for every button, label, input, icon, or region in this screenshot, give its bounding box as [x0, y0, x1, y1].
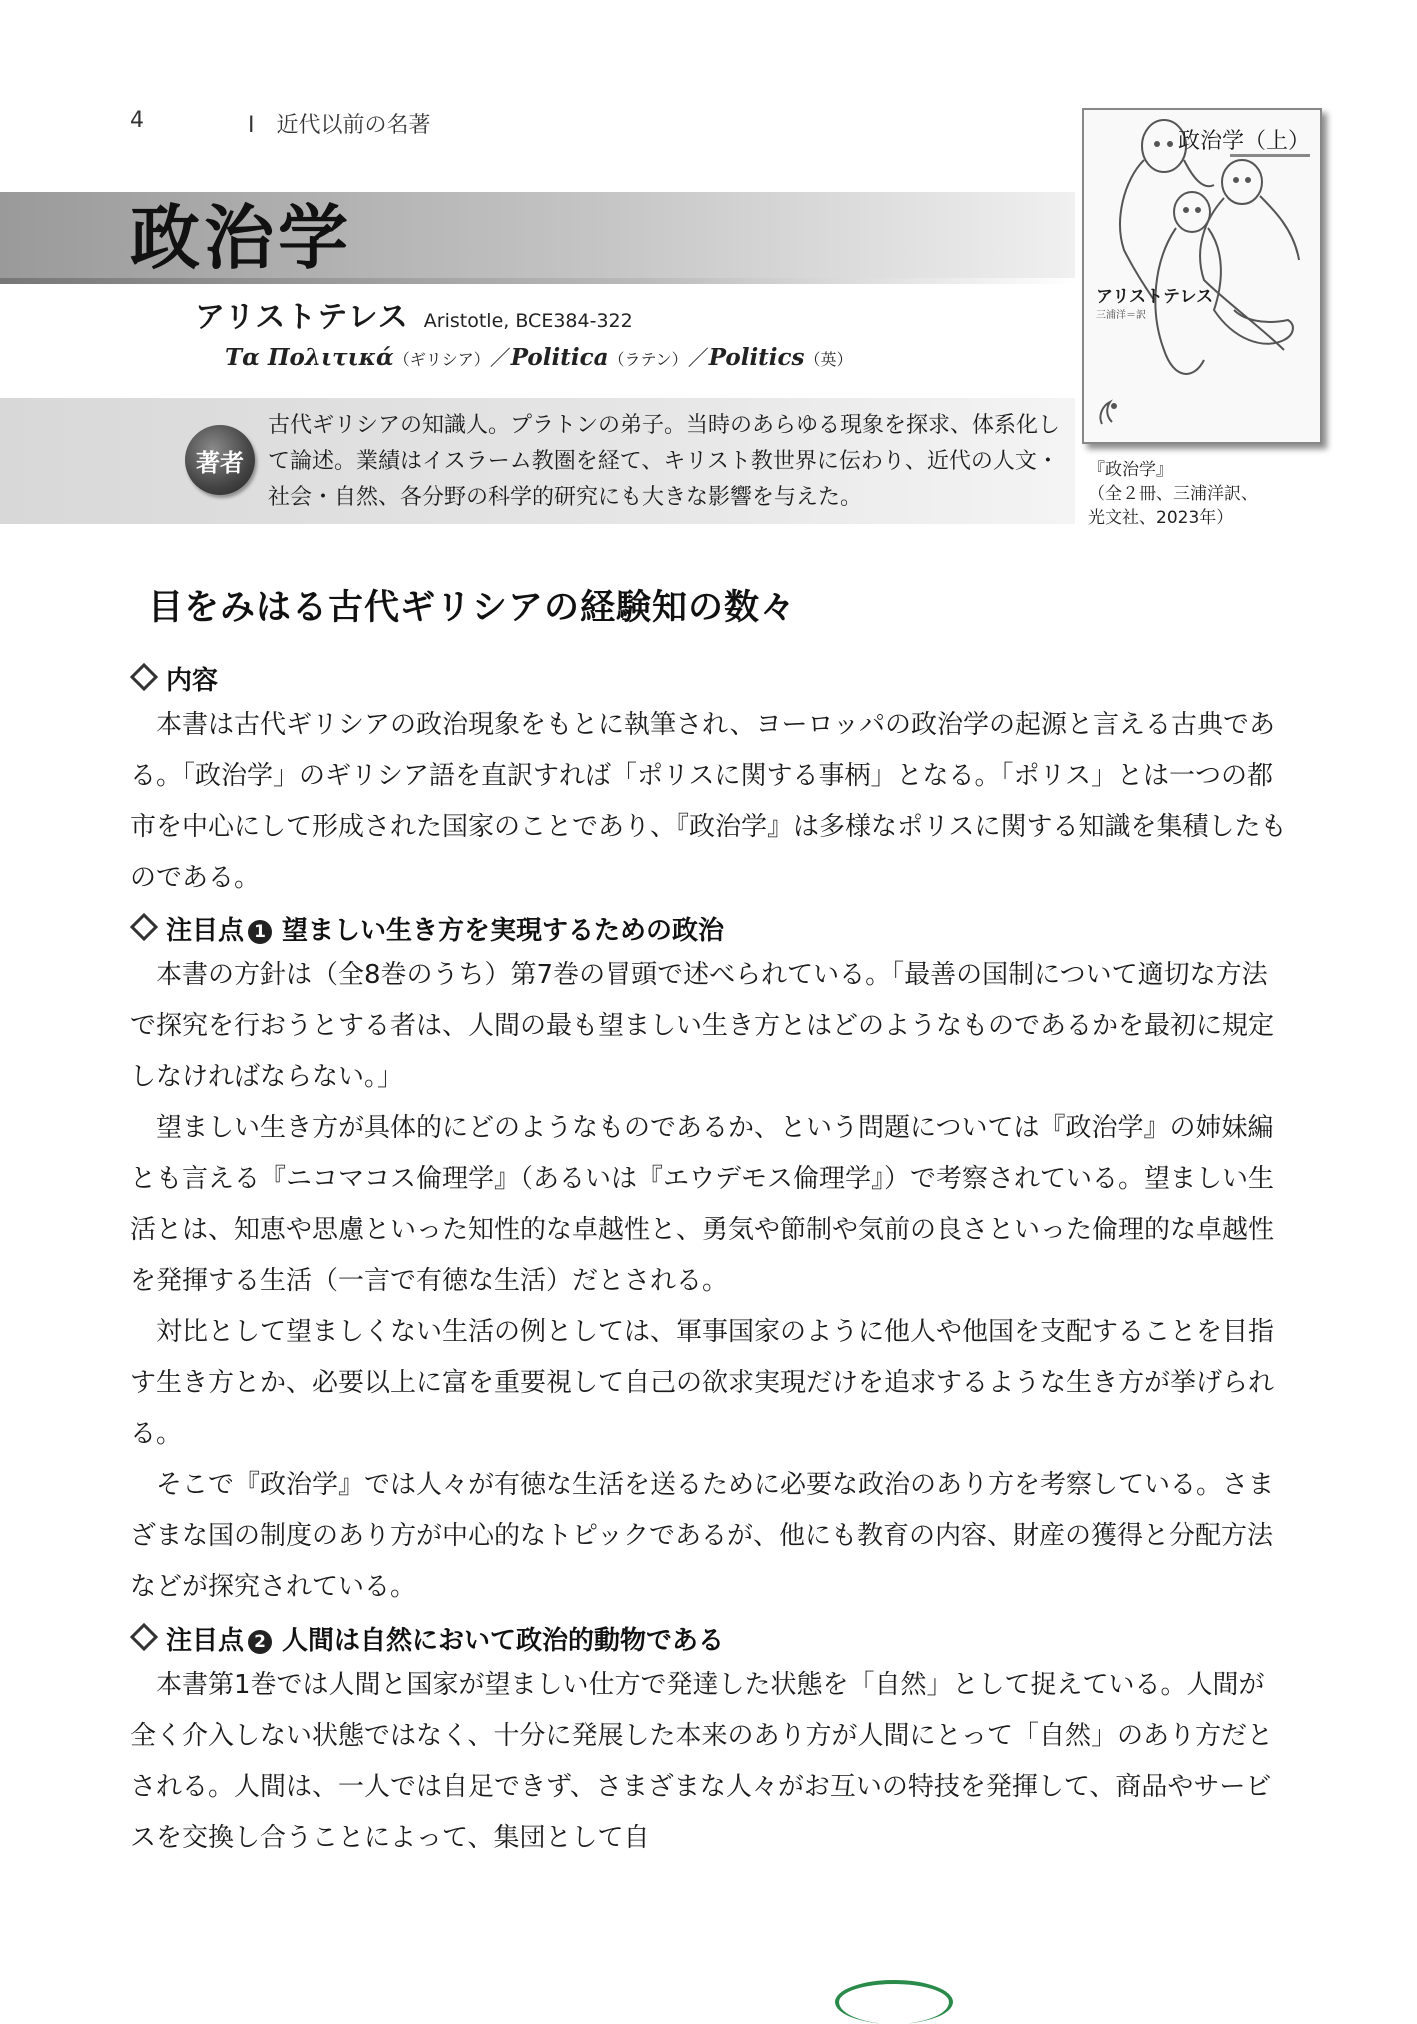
cover-caption-line: 『政治学』: [1088, 460, 1173, 480]
publisher-logo-icon: [1096, 398, 1122, 426]
section-body-point-2: [130, 1660, 1290, 1864]
page-footer-mark: [835, 1980, 953, 2024]
paragraph: そこで『政治学』では人々が有徳な生活を送るために必要な政治のあり方を考察している。さまざまな国の制度のあり方が中心的なトピックであるが、他にも教育の内容、財産の獲得と分配方法などが探究されている。: [130, 1470, 1275, 1602]
author-badge: 著者: [185, 425, 255, 495]
paragraph: 本書第1巻では人間と国家が望ましい仕方で発達した状態を「自然」として捉えている。人間が全く介入しない状態ではなく、十分に発展した本来のあり方が人間にとって「自然」のあり方だとされる。人間は、一人では自足できず、さまざまな人々がお互いの特技を発揮して、商品やサービスを交換し合うことによって、集団として自: [130, 1670, 1273, 1853]
author-line: [195, 292, 633, 336]
english-title: Politics: [708, 344, 805, 371]
latin-lang: （ラテン）: [608, 350, 688, 369]
section-heading-content: [130, 660, 218, 697]
number-circle-icon: 2: [248, 1630, 272, 1654]
section-body-point-1: [130, 950, 1290, 1613]
cover-author: アリストテレス: [1096, 287, 1214, 307]
separator: ／: [489, 346, 511, 370]
section-heading-point-1: [130, 910, 724, 947]
english-lang: （英）: [804, 350, 853, 369]
cover-translator: 三浦洋＝訳: [1096, 310, 1146, 321]
cover-rule: [1230, 154, 1310, 157]
section-title-text: 望ましい生き方を実現するための政治: [282, 916, 725, 946]
section-heading-point-2: [130, 1620, 724, 1657]
greek-title: Τα Πολιτικά: [225, 344, 394, 371]
section-title-text: 内容: [166, 666, 219, 696]
greek-lang: （ギリシア）: [393, 350, 490, 369]
cover-illustration: [1084, 110, 1320, 442]
paragraph: 本書の方針は（全8巻のうち）第7巻の冒頭で述べられている。「最善の国制について適切な方法で探究を行おうとする者は、人間の最も望ましい生き方とはどのようなものであるかを最初に規定しなければならない。」: [130, 960, 1275, 1092]
diamond-bullet-icon: [130, 663, 158, 691]
running-head: Ⅰ 近代以前の名著: [248, 113, 431, 138]
section-title-prefix: 注目点: [166, 916, 245, 946]
author-bio-text: 古代ギリシアの知識人。プラトンの弟子。当時のあらゆる現象を探求、体系化して論述。業績はイスラーム教圏を経て、キリスト教世界に伝わり、近代の人文・社会・自然、各分野の科学的研究にも大きな影響を与えた。: [268, 413, 1061, 510]
latin-title: Politica: [510, 344, 609, 371]
section-body-content: [130, 700, 1290, 904]
book-cover: [1082, 108, 1322, 444]
cover-title: 政治学（上）: [1177, 129, 1310, 154]
page-number: 4: [130, 108, 144, 133]
section-title-text: 人間は自然において政治的動物である: [282, 1626, 725, 1656]
main-heading: 目をみはる古代ギリシアの経験知の数々: [148, 588, 797, 628]
author-latin: Aristotle, BCE384-322: [423, 310, 633, 332]
diamond-bullet-icon: [130, 1623, 158, 1651]
author-name: アリストテレス: [195, 300, 409, 335]
cover-caption: [1088, 458, 1258, 530]
book-title: 政治学: [130, 196, 352, 279]
cover-caption-line: （全２冊、三浦洋訳、: [1088, 484, 1258, 504]
original-titles: [225, 342, 853, 372]
separator: ／: [687, 346, 709, 370]
diamond-bullet-icon: [130, 913, 158, 941]
paragraph: 望ましい生き方が具体的にどのようなものであるか、という問題については『政治学』の姉妹編とも言える『ニコマコス倫理学』（あるいは『エウデモス倫理学』）で考察されている。望ましい生活とは、知恵や思慮といった知性的な卓越性と、勇気や節制や気前の良さといった倫理的な卓越性を発揮する生活（一言で有徳な生活）だとされる。: [130, 1113, 1275, 1296]
paragraph: 対比として望ましくない生活の例としては、軍事国家のように他人や他国を支配することを目指す生き方とか、必要以上に富を重要視して自己の欲求実現だけを追求するような生き方が挙げられる。: [130, 1317, 1275, 1449]
paragraph: 本書は古代ギリシアの政治現象をもとに執筆され、ヨーロッパの政治学の起源と言える古典である。「政治学」のギリシア語を直訳すれば「ポリスに関する事柄」となる。「ポリス」とは一つの都市を中心にして形成された国家のことであり、『政治学』は多様なポリスに関する知識を集積したものである。: [130, 710, 1287, 893]
section-title-prefix: 注目点: [166, 1626, 245, 1656]
number-circle-icon: 1: [248, 920, 272, 944]
cover-caption-line: 光文社、2023年）: [1088, 508, 1234, 528]
